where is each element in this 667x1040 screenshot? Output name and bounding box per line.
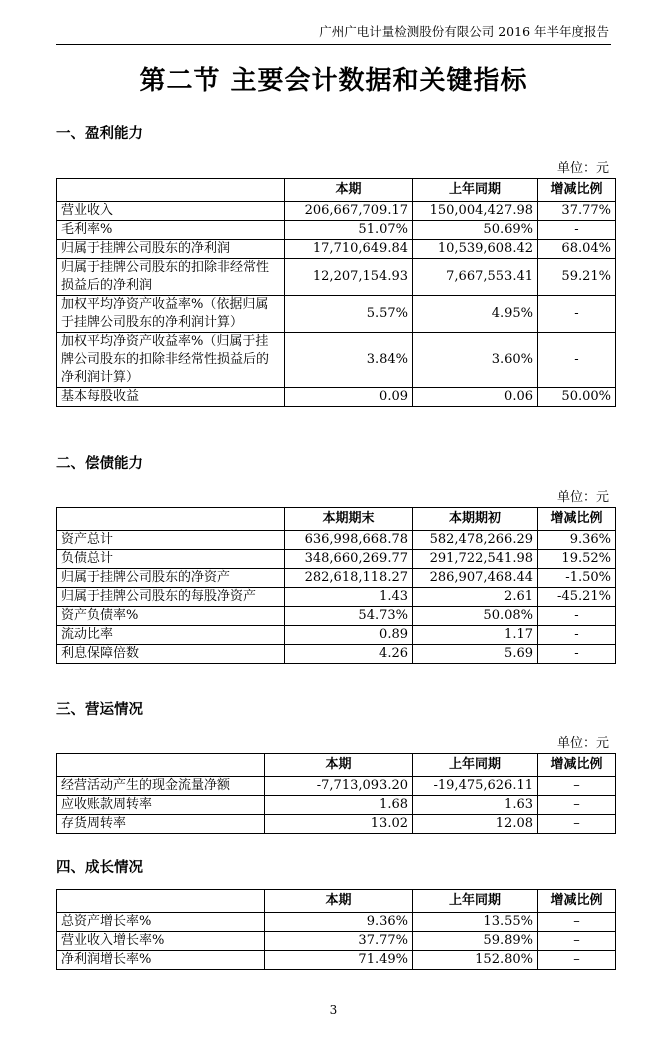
column-header	[57, 754, 265, 777]
section-operations	[56, 698, 615, 834]
row-label: 资产总计	[57, 531, 285, 550]
cell-value: 37.77%	[265, 932, 413, 951]
cell-value: 206,667,709.17	[285, 202, 413, 221]
cell-value: -7,713,093.20	[265, 777, 413, 796]
table-row	[57, 626, 616, 645]
table-header-row	[57, 179, 616, 202]
cell-change: 37.77%	[538, 202, 616, 221]
table-row	[57, 569, 616, 588]
table-row	[57, 815, 616, 834]
table-row	[57, 913, 616, 932]
table-row	[57, 932, 616, 951]
table-row	[57, 588, 616, 607]
cell-value: 152.80%	[413, 951, 538, 970]
cell-value: 17,710,649.84	[285, 240, 413, 259]
row-label: 应收账款周转率	[57, 796, 265, 815]
cell-change: 19.52%	[538, 550, 616, 569]
section-title: 一、盈利能力	[56, 126, 143, 142]
cell-value: 1.43	[285, 588, 413, 607]
cell-value: 12.08	[413, 815, 538, 834]
cell-value: 12,207,154.93	[285, 259, 413, 296]
column-header	[57, 508, 285, 531]
unit-label: 单位：元	[556, 490, 609, 505]
column-header: 增减比例	[538, 179, 616, 202]
row-label: 归属于挂牌公司股东的净资产	[57, 569, 285, 588]
column-header: 上年同期	[413, 754, 538, 777]
cell-value: 291,722,541.98	[413, 550, 538, 569]
section-solvency	[56, 452, 615, 664]
cell-value: 7,667,553.41	[413, 259, 538, 296]
column-header: 本期	[285, 179, 413, 202]
cell-value: 282,618,118.27	[285, 569, 413, 588]
table-row	[57, 296, 616, 333]
cell-change: –	[538, 913, 616, 932]
cell-value: 1.68	[265, 796, 413, 815]
cell-value: 50.08%	[413, 607, 538, 626]
cell-change: -1.50%	[538, 569, 616, 588]
page-title: 第二节 主要会计数据和关键指标	[139, 66, 528, 96]
column-header: 本期期初	[413, 508, 538, 531]
row-label: 负债总计	[57, 550, 285, 569]
page-number: 3	[329, 1003, 338, 1017]
row-label: 加权平均净资产收益率%（依据归属于挂牌公司股东的净利润计算）	[57, 296, 285, 333]
cell-value: 1.63	[413, 796, 538, 815]
cell-change: 50.00%	[538, 388, 616, 407]
table-row	[57, 531, 616, 550]
cell-change: –	[538, 796, 616, 815]
table-row	[57, 202, 616, 221]
row-label: 基本每股收益	[57, 388, 285, 407]
table-row	[57, 607, 616, 626]
cell-value: 150,004,427.98	[413, 202, 538, 221]
row-label: 资产负债率%	[57, 607, 285, 626]
cell-change: 59.21%	[538, 259, 616, 296]
row-label: 经营活动产生的现金流量净额	[57, 777, 265, 796]
table-row	[57, 333, 616, 388]
report-header: 广州广电计量检测股份有限公司 2016 年半年度报告	[319, 24, 609, 39]
cell-value: 4.95%	[413, 296, 538, 333]
cell-value: 0.09	[285, 388, 413, 407]
cell-value: 5.57%	[285, 296, 413, 333]
cell-value: 582,478,266.29	[413, 531, 538, 550]
cell-value: -19,475,626.11	[413, 777, 538, 796]
cell-change: -	[538, 607, 616, 626]
column-header: 增减比例	[538, 890, 616, 913]
cell-value: 50.69%	[413, 221, 538, 240]
row-label: 营业收入	[57, 202, 285, 221]
table-row	[57, 550, 616, 569]
cell-change: -45.21%	[538, 588, 616, 607]
table-header-row	[57, 508, 616, 531]
cell-value: 71.49%	[265, 951, 413, 970]
row-label: 营业收入增长率%	[57, 932, 265, 951]
table-header-row	[57, 754, 616, 777]
cell-change: 9.36%	[538, 531, 616, 550]
unit-label: 单位：元	[556, 736, 609, 751]
cell-value: 5.69	[413, 645, 538, 664]
row-label: 归属于挂牌公司股东的扣除非经常性损益后的净利润	[57, 259, 285, 296]
cell-value: 2.61	[413, 588, 538, 607]
cell-value: 54.73%	[285, 607, 413, 626]
column-header	[57, 890, 265, 913]
cell-value: 286,907,468.44	[413, 569, 538, 588]
cell-value: 13.02	[265, 815, 413, 834]
column-header: 上年同期	[413, 890, 538, 913]
cell-change: –	[538, 932, 616, 951]
table-row	[57, 388, 616, 407]
column-header: 本期	[265, 754, 413, 777]
cell-change: –	[538, 777, 616, 796]
column-header: 本期	[265, 890, 413, 913]
column-header: 增减比例	[538, 754, 616, 777]
cell-value: 13.55%	[413, 913, 538, 932]
cell-change: 68.04%	[538, 240, 616, 259]
cell-value: 9.36%	[265, 913, 413, 932]
growth-table	[56, 889, 616, 970]
cell-value: 59.89%	[413, 932, 538, 951]
cell-change: -	[538, 333, 616, 388]
row-label: 毛利率%	[57, 221, 285, 240]
table-header-row	[57, 890, 616, 913]
operations-table	[56, 753, 616, 834]
section-title: 四、成长情况	[56, 860, 143, 876]
section-growth	[56, 856, 615, 970]
solvency-table	[56, 507, 616, 664]
cell-value: 636,998,668.78	[285, 531, 413, 550]
table-row	[57, 796, 616, 815]
cell-value: 1.17	[413, 626, 538, 645]
cell-value: 3.60%	[413, 333, 538, 388]
cell-value: 0.89	[285, 626, 413, 645]
column-header: 本期期末	[285, 508, 413, 531]
row-label: 净利润增长率%	[57, 951, 265, 970]
cell-change: –	[538, 815, 616, 834]
row-label: 加权平均净资产收益率%（归属于挂牌公司股东的扣除非经常性损益后的净利润计算）	[57, 333, 285, 388]
cell-value: 3.84%	[285, 333, 413, 388]
cell-value: 10,539,608.42	[413, 240, 538, 259]
table-row	[57, 259, 616, 296]
table-row	[57, 221, 616, 240]
cell-value: 4.26	[285, 645, 413, 664]
table-row	[57, 951, 616, 970]
row-label: 流动比率	[57, 626, 285, 645]
table-row	[57, 777, 616, 796]
cell-value: 348,660,269.77	[285, 550, 413, 569]
unit-label: 单位：元	[556, 161, 609, 176]
cell-change: –	[538, 951, 616, 970]
cell-value: 0.06	[413, 388, 538, 407]
section-profitability	[56, 122, 615, 407]
cell-value: 51.07%	[285, 221, 413, 240]
row-label: 归属于挂牌公司股东的净利润	[57, 240, 285, 259]
cell-change: -	[538, 296, 616, 333]
header-divider	[56, 44, 611, 45]
column-header	[57, 179, 285, 202]
row-label: 存货周转率	[57, 815, 265, 834]
table-row	[57, 645, 616, 664]
cell-change: -	[538, 626, 616, 645]
section-title: 三、营运情况	[56, 702, 143, 718]
row-label: 总资产增长率%	[57, 913, 265, 932]
profitability-table	[56, 178, 616, 407]
column-header: 增减比例	[538, 508, 616, 531]
section-title: 二、偿债能力	[56, 456, 143, 472]
column-header: 上年同期	[413, 179, 538, 202]
cell-change: -	[538, 221, 616, 240]
row-label: 利息保障倍数	[57, 645, 285, 664]
table-row	[57, 240, 616, 259]
cell-change: -	[538, 645, 616, 664]
row-label: 归属于挂牌公司股东的每股净资产	[57, 588, 285, 607]
